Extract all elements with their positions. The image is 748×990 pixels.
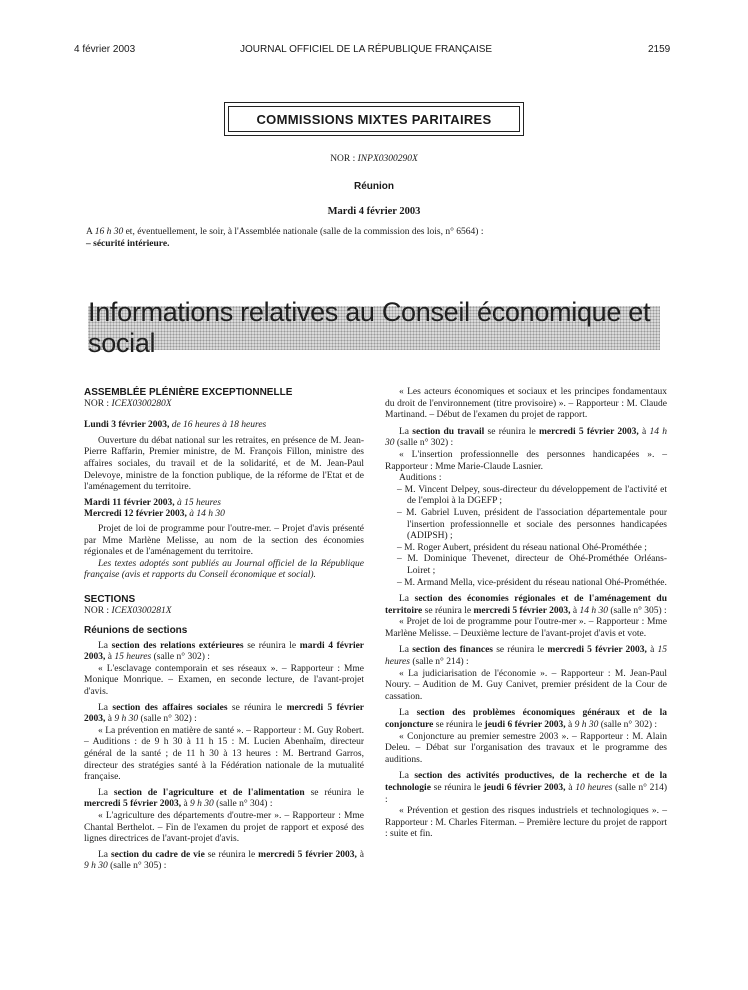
section-cadre-de-vie-text: « Les acteurs économiques et sociaux et les principes fondamentaux du droit de l'environnement (titre provisoire) ». – Rapporteur : M. Claude Martinand. – Début de l'examen du projet de rapport. <box>385 387 667 421</box>
assembly-title: ASSEMBLÉE PLÉNIÈRE EXCEPTIONNELLE <box>84 387 293 398</box>
cmp-title-box <box>224 102 524 136</box>
cmp-title: COMMISSIONS MIXTES PARITAIRES <box>228 106 520 132</box>
cmp-text-time: 16 h 30 <box>94 227 124 237</box>
assembly-date <box>84 420 364 432</box>
section-travail-auditions-label: Auditions : <box>399 473 442 484</box>
section-problemes-economiques-text: « Conjoncture au premier semestre 2003 ». – Rapporteur : M. Alain Deleu. – Débat sur l'organisation des travaux et le programme des auditions. <box>385 731 667 765</box>
header-page-number: 2159 <box>648 44 671 55</box>
header-journal-title: JOURNAL OFFICIEL DE LA RÉPUBLIQUE FRANÇAISE <box>240 44 493 55</box>
section-activites-productives: La section des activités productives, de la recherche et de la technologie se réunira le jeudi 6 février 2003, à 10 heures (salle n° 214) : <box>385 771 668 805</box>
audition-item: – M. Dominique Thevenet, directeur de Ohé-Prométhée Orléans-Loiret ; <box>397 554 667 576</box>
section-problemes-economiques: La section des problèmes économiques généraux et de la conjoncture se réunira le jeudi 6 février 2003, à 9 h 30 (salle n° 302) : <box>385 708 668 731</box>
section-finances-text: « La judiciarisation de l'économie ». – Rapporteur : M. Jean-Paul Noury. – Audition de M. Guy Canivet, premier président de la Cour de cassation. <box>385 668 667 702</box>
cmp-nor-code: INPX0300290X <box>357 154 418 164</box>
section-relations-exterieures: La section des relations extérieures se réunira le mardi 4 février 2003, à 15 heures (salle n° 302) : <box>84 640 365 663</box>
cmp-reunion: Réunion <box>354 181 394 192</box>
header-date: 4 février 2003 <box>74 44 136 55</box>
assembly-date-2-time: à 15 heures <box>176 497 221 508</box>
assembly-nor-label: NOR : <box>84 398 110 409</box>
assembly-date-3-bold: Mercredi 12 février 2003, <box>84 509 187 520</box>
section-affaires-sociales-text: « La prévention en matière de santé ». – Rapporteur : M. Guy Robert. – Auditions : de 9 h 30 à 11 h 15 : M. Lucien Abenhaïm, directeur général de la santé ; de 11 h 30 à 13 heures : M. Bertrand Garros, directeur des stratégies santé à la Fédération nationale de la mutualité française. <box>84 725 364 783</box>
reunions-title: Réunions de sections <box>84 625 188 637</box>
assembly-date-bold: Lundi 3 février 2003, <box>84 420 170 431</box>
section-economies-regionales: La section des économies régionales et de l'aménagement du territoire se réunira le mercredi 5 février 2003, à 14 h 30 (salle n° 305) : <box>385 594 667 616</box>
assembly-date-2-bold: Mardi 11 février 2003, <box>84 497 175 508</box>
assembly-date-2 <box>84 498 364 510</box>
section-activites-productives-text: « Prévention et gestion des risques industriels et technologiques ». – Rapporteur : M. Charles Fiterman. – Première lecture du projet de rapport : suite et fin. <box>385 806 667 840</box>
cmp-date: Mardi 4 février 2003 <box>327 206 421 217</box>
assembly-date-3 <box>84 509 364 521</box>
audition-item: – M. Vincent Delpey, sous-directeur du développement de l'activité et de l'emploi à la DGEFP ; <box>397 484 667 507</box>
sections-title: SECTIONS <box>84 593 136 605</box>
section-travail-text: « L'insertion professionnelle des personnes handicapées ». – Rapporteur : Mme Marie-Claude Lasnier. <box>385 449 667 472</box>
assembly-nor <box>84 399 364 411</box>
section-travail: La section du travail se réunira le mercredi 5 février 2003, à 14 h 30 (salle n° 302) : <box>385 426 668 449</box>
assembly-paragraph: Ouverture du débat national sur les retraites, en présence de M. Jean-Pierre Raffarin, Premier ministre, de M. François Fillon, ministre des affaires sociales, du travail et de la solidarité, et de M. Jean-Paul Delevoye, ministre de la fonction publique, de la réforme de l'Etat et de l'aménagement du territoire. <box>84 435 364 493</box>
audition-item: – M. Armand Mella, vice-président du réseau national Ohé-Prométhée. <box>397 577 667 588</box>
cmp-text <box>86 227 666 237</box>
assembly-date-hours: de 16 heures à 18 heures <box>171 420 267 431</box>
sections-nor-label: NOR : <box>84 605 110 616</box>
audition-item: – M. Gabriel Luven, président de l'association départementale pour l'insertion professionnelle et sociale des personnes handicapées (ADIPSH) ; <box>397 507 667 542</box>
audition-item: – M. Roger Aubert, président du réseau national Ohé-Prométhée ; <box>397 542 647 553</box>
left-column <box>84 387 364 873</box>
section-relations-exterieures-text: « L'esclavage contemporain et ses réseaux ». – Rapporteur : Mme Monique Monrique. – Examen, en seconde lecture, de l'avant-projet d'avis. <box>84 663 364 698</box>
assembly-publication-note: Les textes adoptés sont publiés au Journal officiel de la République française (avis et rapports du Conseil économique et social). <box>84 558 364 581</box>
cmp-nor <box>0 154 748 164</box>
section-affaires-sociales: La section des affaires sociales se réunira le mercredi 5 février 2003, à 9 h 30 (salle n° 302) : <box>84 702 365 725</box>
section-finances: La section des finances se réunira le mercredi 5 février 2003, à 15 heures (salle n° 214) : <box>385 645 668 668</box>
banner-title: Informations relatives au Conseil économique et social <box>88 297 651 358</box>
section-economies-regionales-text: « Projet de loi de programme pour l'outre-mer ». – Rapporteur : Mme Marlène Melisse. – Deuxième lecture de l'avant-projet d'avis et vote. <box>385 617 667 639</box>
cmp-text-rest: et, éventuellement, le soir, à l'Assemblée nationale (salle de la commission des lois, n° 6564) : <box>125 227 484 237</box>
sections-nor <box>84 606 364 618</box>
section-agriculture-text: « L'agriculture des départements d'outre-mer ». – Rapporteur : Mme Chantal Berthelot. – Fin de l'examen du projet de rapport et exposé des lignes directrices de l'avant-projet d'avis. <box>84 811 364 845</box>
cmp-subject: – sécurité intérieure. <box>86 239 170 249</box>
assembly-nor-code: ICEX0300280X <box>111 398 172 409</box>
assembly-date-3-time: à 14 h 30 <box>189 509 225 520</box>
cmp-nor-label: NOR : <box>330 154 356 164</box>
section-cadre-de-vie: La section du cadre de vie se réunira le mercredi 5 février 2003, à 9 h 30 (salle n° 305) : <box>84 849 365 872</box>
section-agriculture: La section de l'agriculture et de l'alimentation se réunira le mercredi 5 février 2003, à 9 h 30 (salle n° 304) : <box>84 787 365 810</box>
right-column <box>385 387 667 841</box>
cmp-text-a: A <box>86 227 93 237</box>
assembly-project-paragraph: Projet de loi de programme pour l'outre-mer. – Projet d'avis présenté par Mme Marlène Melisse, au nom de la section des économies régionales et de l'aménagement du territoire. <box>84 523 364 558</box>
sections-nor-code: ICEX0300281X <box>111 605 172 616</box>
